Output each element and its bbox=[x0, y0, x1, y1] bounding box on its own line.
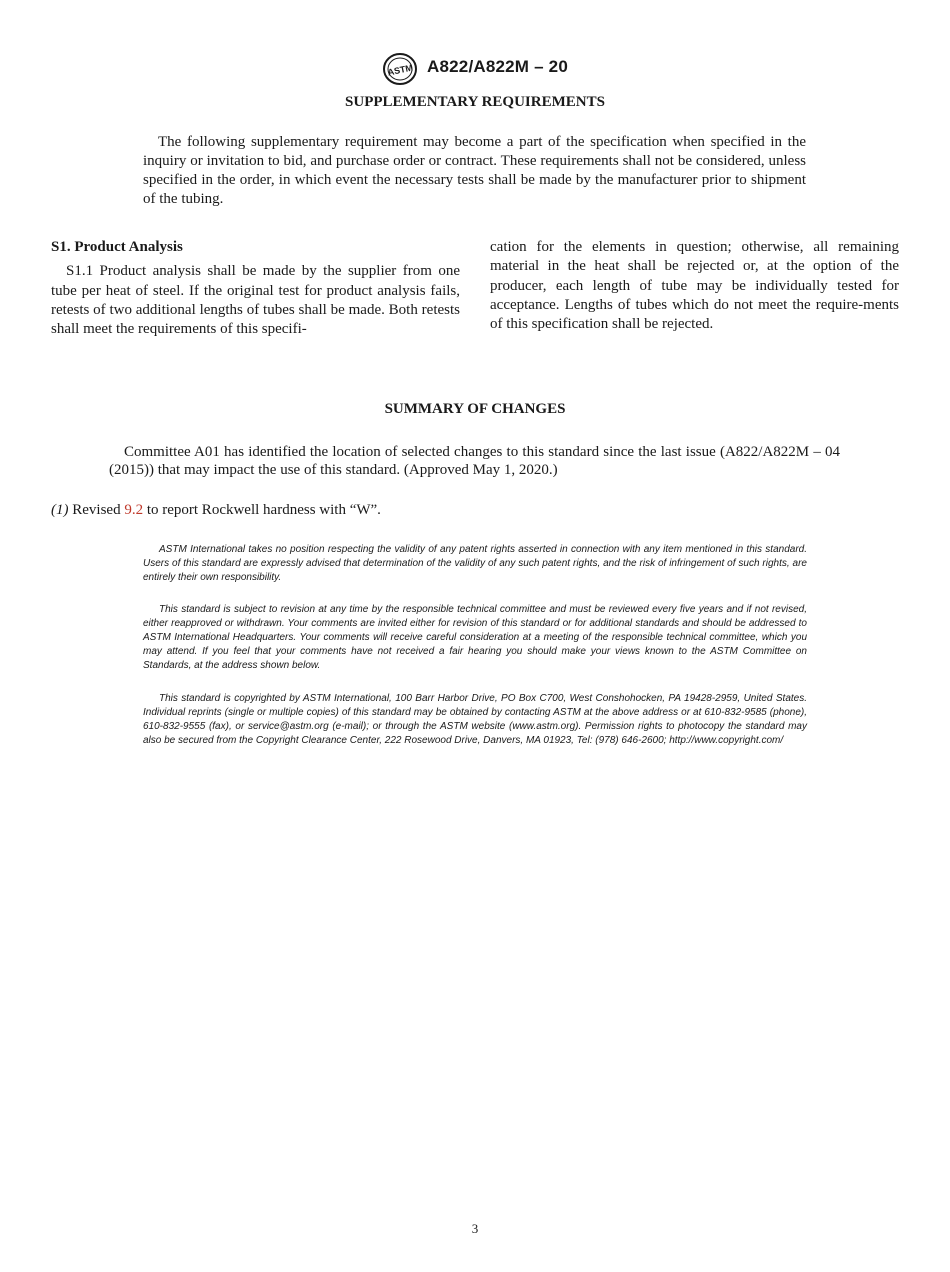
section-link-9-2[interactable]: 9.2 bbox=[124, 502, 144, 518]
astm-logo-icon bbox=[380, 52, 420, 86]
standard-designation: A822/A822M – 20 bbox=[427, 57, 568, 76]
right-column bbox=[490, 238, 899, 334]
summary-intro-paragraph: Committee A01 has identified the location of selected changes to this standard since the last issue (A822/A822M – 04 (2015)) that may impact the use of this standard. (Approved May 1, 2020.) bbox=[109, 444, 840, 478]
supplementary-intro-paragraph: The following supplementary requirement may become a part of the specification when specified in the inquiry or invitation to bid, and purchase order or contract. These requirements shall not be considered, unless specified in the order, in which event the necessary tests shall be made by the manufacturer prior to shipment of the tubing. bbox=[143, 134, 806, 207]
summary-of-changes-title: SUMMARY OF CHANGES bbox=[384, 401, 566, 417]
change-item-suffix: to report Rockwell hardness with “W”. bbox=[143, 502, 381, 518]
svg-text:ASTM: ASTM bbox=[386, 62, 414, 78]
s1-paragraph-left: S1.1 Product analysis shall be made by the supplier from one tube per heat of steel. If the original test for product analysis fails, retests of two additional lengths of tubes shall be made. Both retests shall meet the requirements of this specifi- bbox=[51, 263, 460, 338]
supplementary-requirements-title: SUPPLEMENTARY REQUIREMENTS bbox=[345, 94, 605, 110]
page-number: 3 bbox=[471, 1221, 479, 1236]
change-list-item bbox=[51, 502, 381, 519]
revision-notice: This standard is subject to revision at any time by the responsible technical committee and must be reviewed every five years and if not revised, either reapproved or withdrawn. Your comments are invited either for revision of this standard or for additional standards and should be addressed to ASTM International Headquarters. Your comments will receive careful consideration at a meeting of the responsible technical committee, which you may attend. If you feel that your comments have not received a fair hearing you should make your views known to the ASTM Committee on Standards, at the address shown below. bbox=[143, 604, 807, 671]
page-header bbox=[0, 52, 950, 86]
change-item-prefix: Revised bbox=[68, 502, 125, 518]
patent-notice: ASTM International takes no position respecting the validity of any patent rights asserted in connection with any item mentioned in this standard. Users of this standard are expressly advised that determination of the validity of any such patent rights, and the risk of infringement of such rights, are entirely their own responsibility. bbox=[143, 544, 807, 583]
copyright-notice: This standard is copyrighted by ASTM International, 100 Barr Harbor Drive, PO Box C700, West Conshohocken, PA 19428-2959, United States. Individual reprints (single or multiple copies) of this standard may be obtained by contacting ASTM at the above address or at 610-832-9585 (phone), 610-832-9555 (fax), or service@astm.org (e-mail); or through the ASTM website (www.astm.org). Permission rights to photocopy the standard may also be secured from the Copyright Clearance Center, 222 Rosewood Drive, Danvers, MA 01923, Tel: (978) 646-2600; http://www.copyright.com/ bbox=[143, 693, 807, 746]
left-column bbox=[51, 238, 460, 339]
s1-heading: S1. Product Analysis bbox=[51, 239, 183, 255]
s1-paragraph-right: cation for the elements in question; otherwise, all remaining material in the heat shall be rejected or, at the option of the producer, each length of tube may be individually tested for acceptance. Lengths of tubes which do not meet the require-ments of this specification shall be rejected. bbox=[490, 239, 899, 333]
change-item-number: (1) bbox=[51, 502, 69, 518]
